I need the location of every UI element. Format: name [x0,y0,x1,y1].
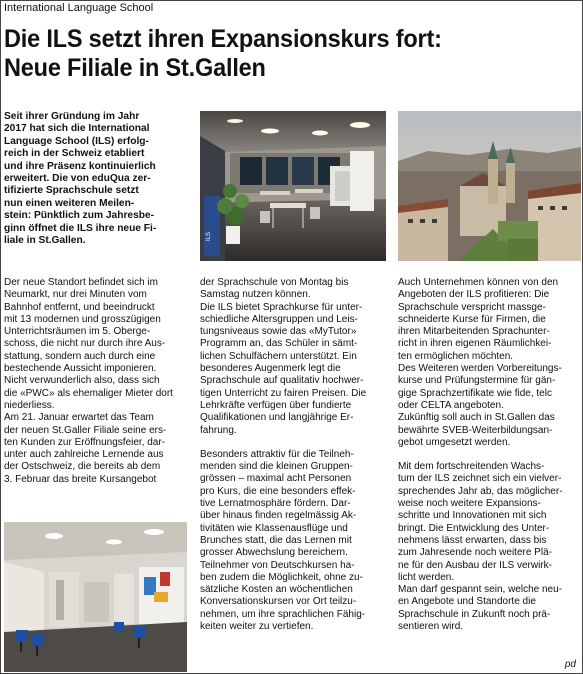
body-line: weise noch weitere Expansions- [398,498,541,510]
body-line: tungsniveaus sowie das «MyTutor» [200,326,357,338]
body-line: nehmens lässt erwarten, dass bis [398,534,547,546]
lead-line: reich in der Schweiz etabliert [4,148,145,160]
headline-line: Die ILS setzt ihren Expansionskurs fort: [4,25,442,53]
lead-line: Seit ihrer Gründung im Jahr [4,111,140,122]
city-photo [398,111,581,261]
body-line: licht werden. [398,571,455,583]
body-line: gige Sprachzertifikate wie fide, telc [398,387,552,399]
body-line: Unterrichtsräumen im 5. Oberge- [4,326,151,338]
lead-line: nun einen weiteren Meilen- [4,197,135,209]
body-line: Lehrkräfte verfügen über fundierte [200,399,352,411]
lead-line: ginn öffnet die ILS ihre neue Fi- [4,222,157,234]
body-line: nehmen, um ihre sprachlichen Fähig- [200,608,366,620]
body-line: Die ILS bietet Sprachkurse für unter- [200,301,363,313]
body-line: gebot umgesetzt werden. [398,436,511,448]
author-signature: pd [564,659,576,670]
body-line: oder CELTA angeboten. [398,399,504,411]
body-line: besonderes Augenmerk legt die [200,363,341,375]
body-line: der Ostschweiz, die bereits ab dem [4,461,161,473]
body-line: grössen – maximal acht Personen [200,473,352,485]
body-line: schoss, die nicht nur durch ihre Aus- [4,338,166,350]
body-line [398,449,581,461]
body-line: tigen Unterricht zu fairen Preisen. Die [200,387,367,399]
body-line: Sprachschule verspricht massge- [398,301,546,313]
svg-text:ILS: ILS [206,231,212,241]
body-line: Des Weiteren werden Vorbereitungs- [398,363,562,375]
lead-line: 2017 hat sich die International [4,123,150,135]
office-photo-graphic [200,111,386,261]
body-line: stattung, sondern auch durch eine [4,350,156,362]
body-line: 3. Februar das breite Kursangebot [4,473,157,485]
body-line: Qualifikationen und langjährige Er- [200,412,354,424]
lead-paragraph [4,111,189,247]
body-line: Sprachschule in Zukunft noch prä- [398,608,551,620]
headline-line: Neue Filiale in St.Gallen [4,54,266,82]
body-line: menden sind die kleinen Gruppen- [200,461,353,473]
lead-line: liale in St.Gallen. [4,235,86,247]
body-line: richt in ihren eigenen Räumlichkei- [398,338,552,350]
body-line: die «PWC» als ehemaliger Mieter dort [4,387,173,399]
body-line: ihren Mitarbeitenden Sprachunter- [398,326,550,338]
body-line: tivitäten wie Klassenausflüge und [200,522,348,534]
body-line: Der neue Standort befindet sich im [4,277,158,288]
body-line: ten ermöglichen möchten. [398,350,514,362]
lead-line: stein: Pünktlich zum Jahresbe- [4,210,155,222]
office-photo [200,111,386,261]
body-line: sentieren wird. [398,621,464,633]
body-line: mit 13 modernen und grosszügigen [4,313,161,325]
body-line: Neumarkt, nur drei Minuten vom [4,289,147,301]
body-line: schiedliche Altersgruppen und Leis- [200,313,358,325]
body-line: der neuen St.Galler Filiale seine ers- [4,424,167,436]
body-line: niederliess. [4,399,55,411]
article-column-3 [398,277,581,633]
hallway-photo [4,522,187,672]
body-line: ne für den Ausbau der ILS verwirk- [398,559,552,571]
body-line: schneiderte Kurse für Firmen, die [398,313,546,325]
body-line: Brunches statt, die das Lernen mit [200,534,352,546]
article-column-1 [4,277,187,486]
hallway-photo-graphic [4,522,187,672]
body-line: Mit dem fortschreitenden Wachs- [398,461,545,473]
lead-line: erweitert. Die von eduQua zer- [4,173,151,185]
body-line: en Angebote und Standorte die [398,596,536,608]
body-line: Nicht verwunderlich also, dass sich [4,375,160,387]
body-line: Zukünftig soll auch in St.Gallen das [398,412,555,424]
body-line: zum Jahresende noch weitere Plä- [398,547,552,559]
body-line: Samstag nutzen können. [200,289,311,301]
body-line: der Sprachschule von Montag bis [200,277,349,288]
article-column-2 [200,277,386,633]
body-line: tive Lernatmosphäre fördern. Dar- [200,498,351,510]
body-line: Angeboten der ILS profitieren: Die [398,289,550,301]
body-line: Man darf gespannt sein, welche neu- [398,584,562,596]
section-kicker: International Language School [4,2,154,14]
body-line: über hinaus finden regelmässig Ak- [200,510,357,522]
body-line: Am 21. Januar erwartet das Team [4,412,154,424]
body-line: Auch Unternehmen können von den [398,277,559,288]
body-line: Besonders attraktiv für die Teilneh- [200,448,354,460]
body-line: bewährte SVEB-Weiterbildungsan- [398,424,553,436]
body-line: lichen Schulfächern unterstützt. Ein [200,350,357,362]
body-line: kurse und Prüfungstermine für gän- [398,375,556,387]
lead-line: tifizierte Sprachschule setzt [4,185,139,197]
lead-line: Language School (ILS) erfolg- [4,135,149,147]
body-line: tum der ILS zeichnet sich ein vielver- [398,473,562,485]
body-line: grosser Abwechslung bereichern. [200,547,348,559]
body-line: schritte und Innovationen mit sich [398,510,547,522]
city-photo-graphic [398,111,581,261]
body-line: Bahnhof entfernt, und beeindruckt [4,301,155,313]
body-line: sätzliche Kosten an wöchentlichen [200,584,353,596]
lead-line: und ihre Präsenz kontinuierlich [4,160,156,172]
body-line [200,437,386,449]
body-line: ben zudem die Möglichkeit, ohne zu- [200,571,363,583]
body-line: bestechende Aussicht imponieren. [4,363,157,375]
body-line: Sprachschule auf qualitativ hochwer- [200,375,364,387]
body-line: sprechendes Jahr ab, das möglicher- [398,485,563,497]
body-line: Konversationskursen vor Ort teilzu- [200,596,357,608]
body-line: pro Kurs, die eine besonders effek- [200,485,356,497]
body-line: ten Kunden zur Eröffnungsfeier, dar- [4,436,166,448]
headline [4,25,545,83]
body-line: unter auch zahlreiche Lernende aus [4,449,164,461]
body-line: Programm an, das Schüler in sämt- [200,338,358,350]
body-line: Teilnehmer von Deutschkursen ha- [200,559,355,571]
body-line: bringt. Die Entwicklung des Unter- [398,522,550,534]
body-line: fahrung. [200,424,237,436]
body-line: keiten weiter zu vertiefen. [200,621,314,633]
